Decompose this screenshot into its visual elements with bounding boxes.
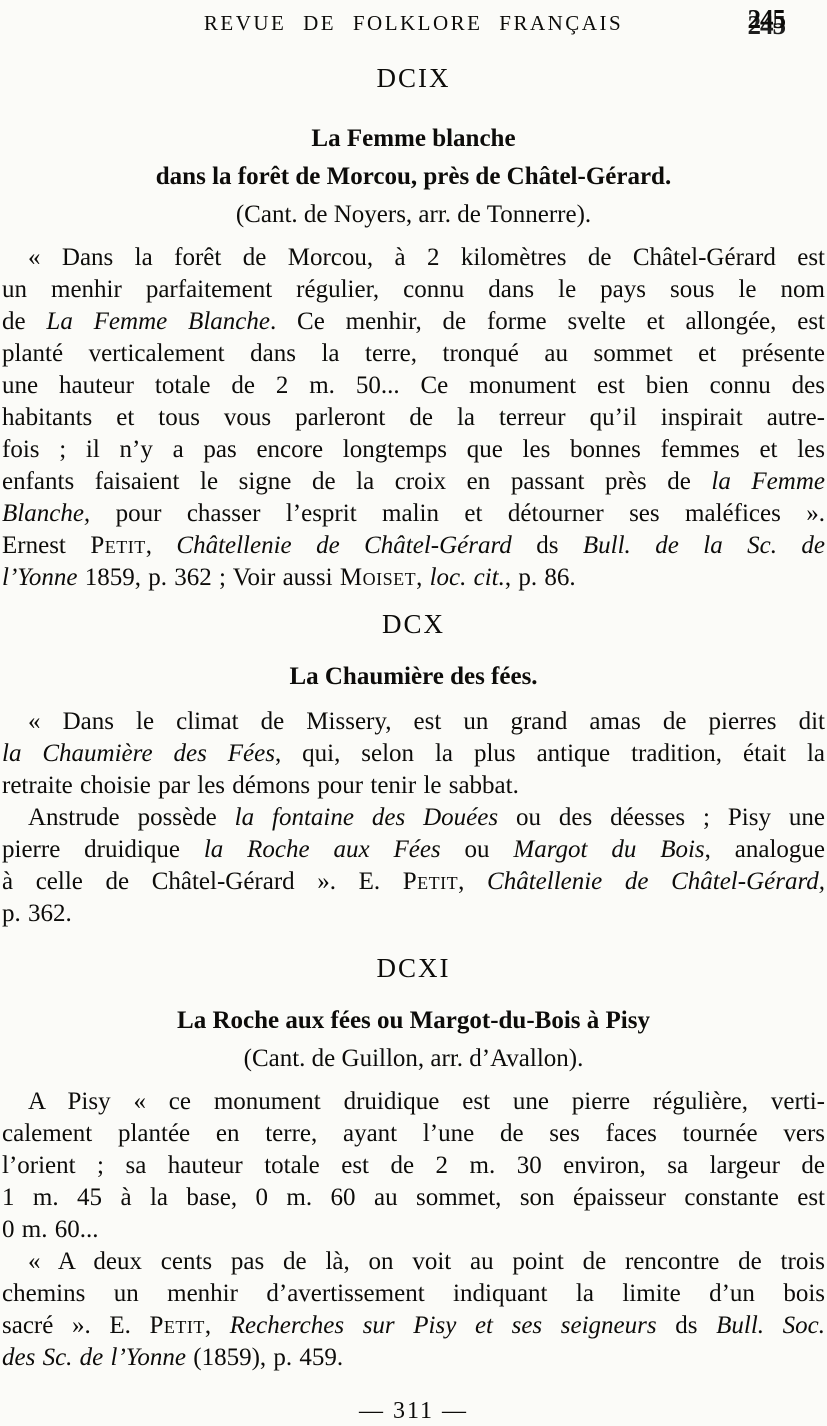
section-title-line: La Roche aux fées ou Margot-du-Bois à Pisy [177,1007,650,1034]
paragraph [2,706,825,802]
text-line: une hauteur totale de 2 m. 50... Ce monument est bien connu des [2,372,825,399]
text-line: pierre druidique la Roche aux Fées ou Margot du Bois, analogue [2,836,826,863]
section-number: DCIX [376,63,451,93]
paragraph [2,802,825,930]
text-line: chemins un menhir d’avertissement indiquant la limite d’un bois [2,1280,825,1307]
text-line: habitants et tous vous parleront de la terreur qu’il inspirait autre- [2,404,825,431]
text-line: p. 362. [2,900,72,927]
text-line: des Sc. de l’Yonne (1859), p. 459. [2,1344,344,1371]
section-number: DCXI [376,953,451,983]
text-line: « A deux cents pas de là, on voit au point de rencontre de trois [28,1248,825,1275]
page-header [2,0,825,42]
text-line: « Dans le climat de Missery, est un grand amas de pierres dit [28,708,825,735]
text-line: planté verticalement dans la terre, tronqué au sommet et présente [2,340,825,367]
text-line: 1 m. 45 à la base, 0 m. 60 au sommet, son épaisseur constante est [2,1184,825,1211]
section-dcix [2,62,825,594]
section-dcxi [2,952,825,1374]
section-title-block [2,658,825,696]
section-subtitle: (Cant. de Guillon, arr. d’Avallon). [243,1045,584,1072]
section-subtitle: (Cant. de Noyers, arr. de Tonnerre). [235,201,592,228]
text-line: Blanche, pour chasser l’esprit malin et détourner ses maléfices ». [2,500,825,527]
paragraph [2,1086,825,1246]
text-line: l’orient ; sa hauteur totale est de 2 m. 30 environ, sa largeur de [2,1152,825,1179]
text-line: sacré ». E. Petit, Recherches sur Pisy et ses seigneurs ds Bull. Soc. [2,1312,825,1339]
paragraph [2,1246,825,1374]
section-dcx [2,608,825,930]
text-line: l’Yonne 1859, p. 362 ; Voir aussi Moiset, loc. cit., p. 86. [2,564,576,591]
section-title-line: La Chaumière des fées. [289,663,538,690]
section-title-block [2,1002,825,1078]
section-number: DCX [381,609,445,639]
page-footer: — 311 — [358,1398,469,1424]
text-line: « Dans la forêt de Morcou, à 2 kilomètres de Châtel-Gérard est [28,244,825,271]
text-line: à celle de Châtel-Gérard ». E. Petit, Châtellenie de Châtel-Gérard, [2,868,826,895]
section-title-block [2,120,825,234]
section-title-line: La Femme blanche [311,125,516,152]
text-line: 0 m. 60... [2,1216,99,1243]
text-line: de La Femme Blanche. Ce menhir, de forme svelte et allongée, est [2,308,825,335]
paragraph [2,242,825,594]
page-number-top: 245 [747,4,785,34]
text-line: fois ; il n’y a pas encore longtemps que les bonnes femmes et les [2,436,825,463]
running-header-title: REVUE DE FOLKLORE FRANÇAIS [203,11,624,35]
text-line: Anstrude possède la fontaine des Douées ou des déesses ; Pisy une [28,804,825,831]
text-line: calement plantée en terre, ayant l’une de ses faces tournée vers [2,1120,825,1147]
text-line: la Chaumière des Fées, qui, selon la plus antique tradition, était la [2,740,825,767]
text-line: un menhir parfaitement régulier, connu dans le pays sous le nom [2,276,825,303]
text-line: enfants faisaient le signe de la croix en passant près de la Femme [2,468,825,495]
text-line: retraite choisie par les démons pour tenir le sabbat. [2,772,519,799]
section-title-line: dans la forêt de Morcou, près de Châtel-Gérard. [155,163,672,190]
text-line: Ernest Petit, Châtellenie de Châtel-Gérard ds Bull. de la Sc. de [2,532,826,559]
text-line: A Pisy « ce monument druidique est une pierre régulière, verti- [28,1088,825,1115]
